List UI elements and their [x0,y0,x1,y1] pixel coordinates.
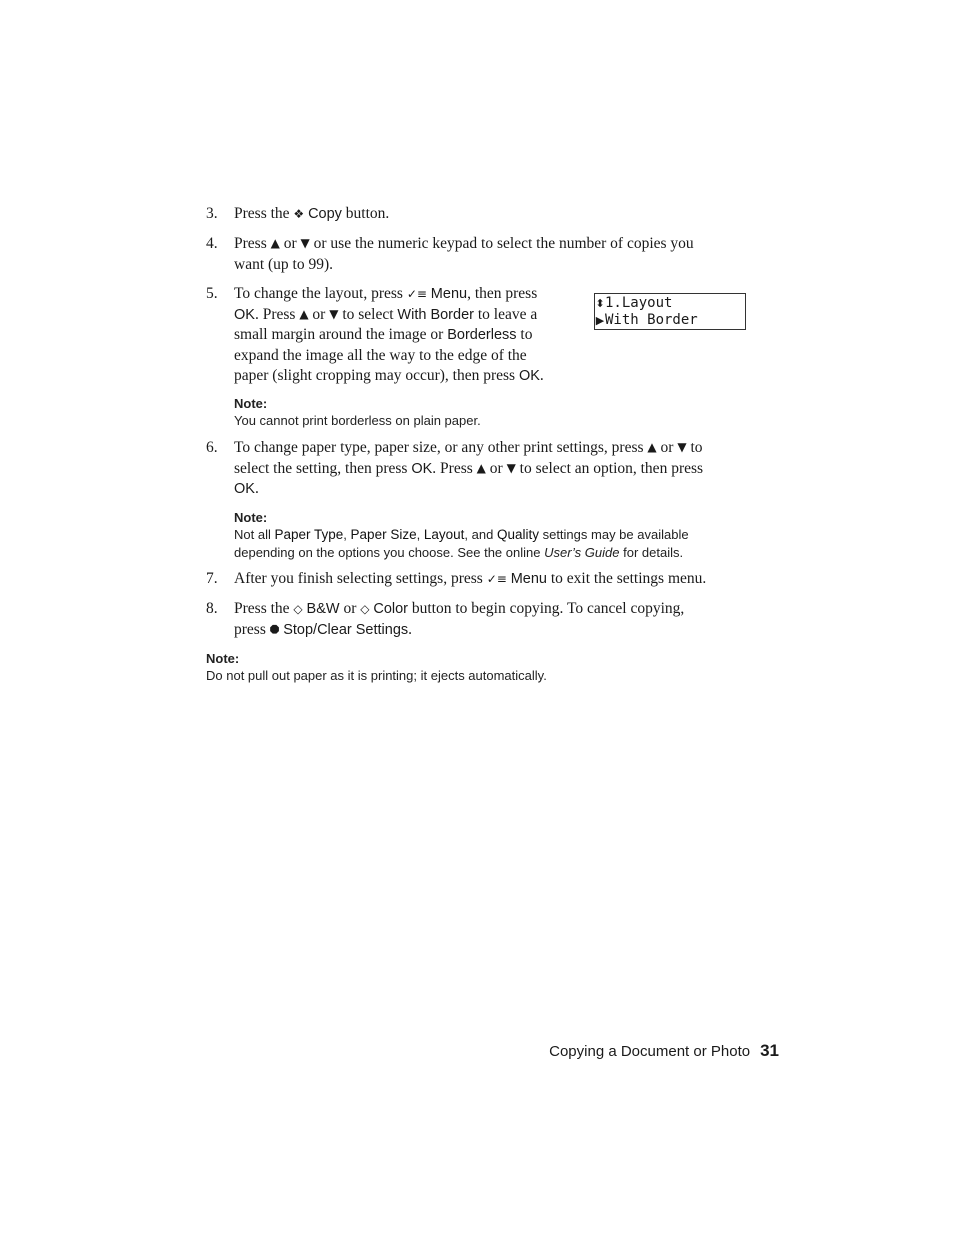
note-text-part: , [343,527,347,542]
color-button-label: Color [373,601,408,617]
up-arrow-icon: ▲ [476,460,486,475]
step-number: 5. [206,285,218,302]
step-8 [206,599,746,640]
step-text: paper (slight cropping may occur), then press [234,367,516,384]
step-3 [206,204,389,225]
step-text: to [690,439,703,456]
step-text: want (up to 99). [234,255,334,273]
down-arrow-icon: ▼ [329,306,339,321]
ok-button-label: OK [411,460,433,477]
step-text: or [283,235,297,252]
step-text: to select [342,305,394,323]
step-text: Press the [234,600,290,617]
lcd-line-1: 1.Layout [605,295,673,311]
step-text: Press the [234,205,290,222]
step-number: 6. [206,439,218,456]
up-arrow-icon: ▲ [299,306,309,321]
copy-icon: ❖ [293,207,305,221]
step-text: . [539,367,544,384]
note-text: You cannot print borderless on plain paper. [234,413,481,428]
step-text: To change the layout, press [234,285,403,302]
note-text-part: for details. [623,545,684,560]
step-text: expand the image all the way to the edge of the [234,346,527,364]
step-text: to [520,326,533,343]
step-text: or [343,600,357,617]
copy-button-label: Copy [308,206,342,222]
step-text: Press [234,235,267,252]
step-text: . Press [254,305,296,323]
note-text-part: settings may be available [542,527,689,542]
step-7 [206,569,746,590]
with-border-option: With Border [397,306,474,323]
note-3 [206,650,547,685]
step-text: After you finish selecting settings, press [234,570,483,587]
step-text: or [660,439,674,456]
step-number: 7. [206,570,218,587]
step-text: select the setting, then press [234,459,408,477]
menu-button-label: Menu [430,286,468,302]
note-2 [234,509,689,562]
bw-button-label: B&W [306,601,340,617]
step-text: To change paper type, paper size, or any other print settings, press [234,439,644,456]
down-arrow-icon: ▼ [677,440,687,454]
step-number: 4. [206,235,218,252]
note-1 [234,395,481,430]
menu-icon: ✓≡ [406,287,427,301]
step-text: or use the numeric keypad to select the number of copies you [313,235,694,252]
step-text: press [234,620,266,638]
step-text: or [489,459,503,477]
up-arrow-icon: ▲ [270,236,280,250]
note-text: Do not pull out paper as it is printing; it ejects automatically. [206,668,547,683]
right-arrow-icon: ▶ [595,314,605,327]
step-text: to select an option, then press [519,459,704,477]
step-text: to exit the settings menu. [550,570,707,587]
section-title: Copying a Document or Photo [549,1043,751,1060]
step-text: , then press [467,285,538,302]
step-number: 8. [206,600,218,617]
ok-button-label: OK [234,481,255,497]
note-title: Note: [234,510,268,525]
paper-type-setting: Paper Type [274,527,344,542]
users-guide-reference: User’s Guide [544,545,620,560]
menu-button-label: Menu [510,571,547,587]
down-arrow-icon: ▼ [506,460,516,475]
layout-setting: Layout [423,527,465,542]
ok-button-label: OK [518,368,540,384]
up-down-arrow-icon: ⬍ [595,297,605,310]
note-text-part: , and [464,527,494,542]
step-6 [206,438,746,500]
quality-setting: Quality [496,527,539,542]
step-text: to leave a [477,305,538,323]
step-text: . [408,620,413,638]
note-text-part: , [416,527,421,542]
ok-button-label: OK [234,306,255,323]
borderless-option: Borderless [447,327,517,343]
step-text: . [254,480,259,497]
step-text: or [312,305,326,323]
stop-icon: ⯃ [269,622,280,637]
note-text-part: depending on the options you choose. See the online [234,545,541,560]
note-title: Note: [234,396,268,411]
step-number: 3. [206,205,218,222]
page-number: 31 [760,1041,779,1060]
stop-clear-button-label: Stop/Clear Settings [283,621,409,638]
down-arrow-icon: ▼ [300,236,310,250]
lcd-line-2: With Border [605,312,698,328]
step-text: . Press [432,459,473,477]
page-footer [549,1041,779,1061]
lcd-display [594,293,746,330]
menu-icon: ✓≡ [486,572,507,586]
step-4 [206,234,746,275]
step-text: button to begin copying. To cancel copying, [411,600,685,617]
step-5 [206,284,578,387]
start-bw-icon: ◇ [293,602,303,616]
start-color-icon: ◇ [360,602,370,616]
note-text [234,526,689,562]
step-text: small margin around the image or [234,326,444,343]
note-title: Note: [206,651,240,666]
note-text-part: Not all [234,527,271,542]
up-arrow-icon: ▲ [647,440,657,454]
step-text: button. [345,205,390,222]
paper-size-setting: Paper Size [350,527,417,542]
